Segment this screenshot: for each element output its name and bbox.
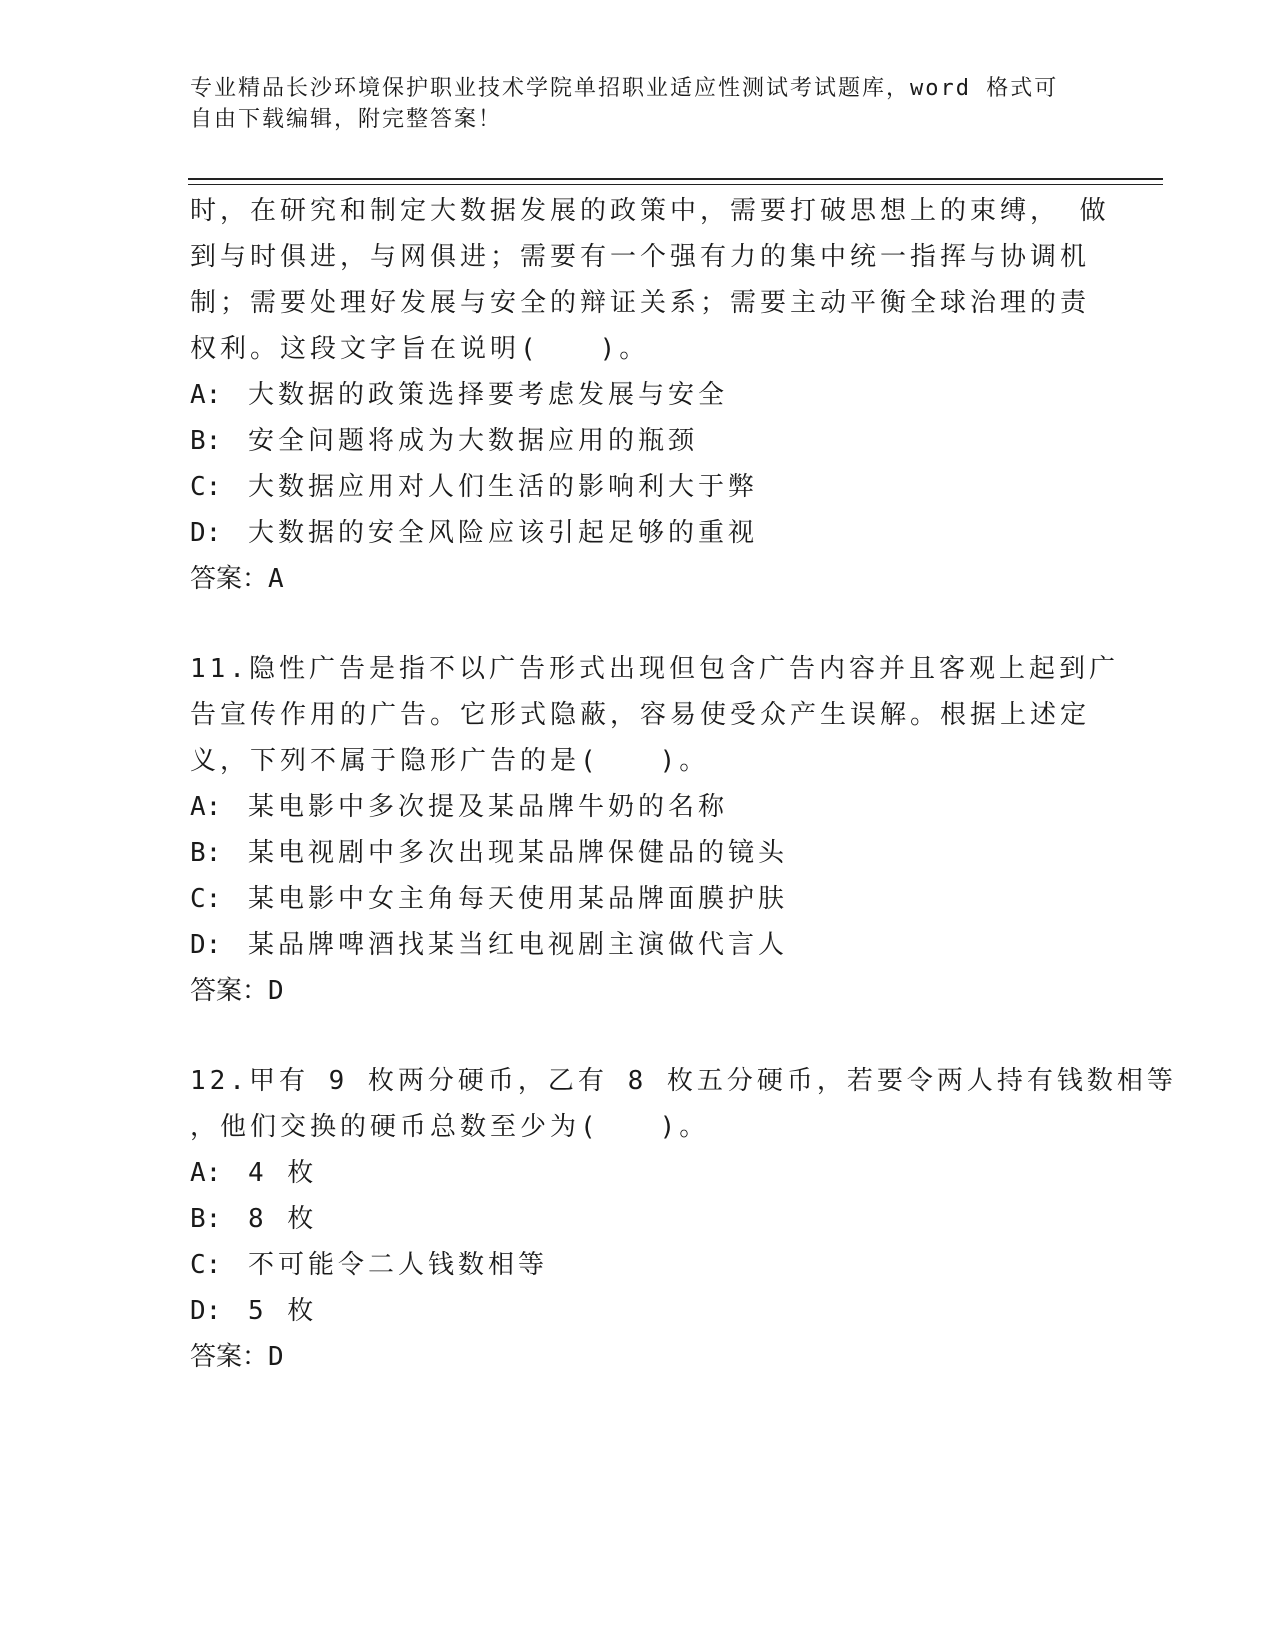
question-list [190,188,1177,1380]
answer-line: 答案：D [190,976,284,1006]
option-text: 不可能令二人钱数相等 [248,1250,549,1280]
question-text-line: 时，在研究和制定大数据发展的政策中，需要打破思想上的束缚， 做 [190,196,1110,226]
option-c [190,464,1090,510]
answer-line: 答案：A [190,564,284,594]
option-letter: A: [190,1158,222,1188]
option-text: 4 枚 [248,1158,318,1188]
option-letter: C: [190,1250,222,1280]
question-text-line: 告宣传作用的广告。它形式隐蔽，容易使受众产生误解。根据上述定 [190,700,1091,730]
header-line-1: 专业精品长沙环境保护职业技术学院单招职业适应性测试考试题库，word 格式可 [190,76,1059,101]
question-text-line: 12.甲有 9 枚两分硬币，乙有 8 枚五分硬币，若要令两人持有钱数相等 [190,1066,1177,1096]
question-text-line: 到与时俱进，与网俱进；需要有一个强有力的集中统一指挥与协调机 [190,242,1091,272]
header-divider-thick [188,178,1163,180]
option-letter: D: [190,930,222,960]
question-text-line: 11.隐性广告是指不以广告形式出现但包含广告内容并且客观上起到广 [190,654,1119,684]
option-a [190,784,1090,830]
option-letter: B: [190,1204,222,1234]
option-c [190,876,1090,922]
option-letter: B: [190,426,222,456]
question-text-line: 义，下列不属于隐形广告的是( )。 [190,746,710,776]
option-letter: A: [190,380,222,410]
option-letter: A: [190,792,222,822]
question-block-11 [190,646,1119,1014]
option-a [190,1150,1090,1196]
option-text: 大数据的安全风险应该引起足够的重视 [248,518,759,548]
question-text-line: 权利。这段文字旨在说明( )。 [190,334,650,364]
option-text: 5 枚 [248,1296,318,1326]
option-letter: C: [190,884,222,914]
option-text: 大数据的政策选择要考虑发展与安全 [248,380,729,410]
question-block-12 [190,1058,1177,1380]
option-c [190,1242,1090,1288]
option-text: 某电视剧中多次出现某品牌保健品的镜头 [248,838,789,868]
question-spacer [190,602,1090,646]
option-text: 某电影中女主角每天使用某品牌面膜护肤 [248,884,789,914]
option-letter: C: [190,472,222,502]
question-text-line: ，他们交换的硬币总数至少为( )。 [190,1112,710,1142]
header-line-2: 自由下载编辑，附完整答案！ [190,107,503,132]
option-text: 8 枚 [248,1204,318,1234]
question-text-line: 制；需要处理好发展与安全的辩证关系；需要主动平衡全球治理的责 [190,288,1091,318]
option-text: 某品牌啤酒找某当红电视剧主演做代言人 [248,930,789,960]
option-b [190,418,1090,464]
option-b [190,830,1090,876]
option-letter: B: [190,838,222,868]
option-d [190,1288,1090,1334]
option-text: 安全问题将成为大数据应用的瓶颈 [248,426,699,456]
header-divider-thin [188,184,1163,185]
option-d [190,922,1090,968]
question-spacer [190,1014,1090,1058]
answer-line: 答案：D [190,1342,284,1372]
option-letter: D: [190,518,222,548]
document-header [190,73,1090,135]
option-text: 某电影中多次提及某品牌牛奶的名称 [248,792,729,822]
option-b [190,1196,1090,1242]
option-a [190,372,1090,418]
option-letter: D: [190,1296,222,1326]
option-d [190,510,1090,556]
option-text: 大数据应用对人们生活的影响利大于弊 [248,472,759,502]
question-block-10 [190,188,1110,602]
